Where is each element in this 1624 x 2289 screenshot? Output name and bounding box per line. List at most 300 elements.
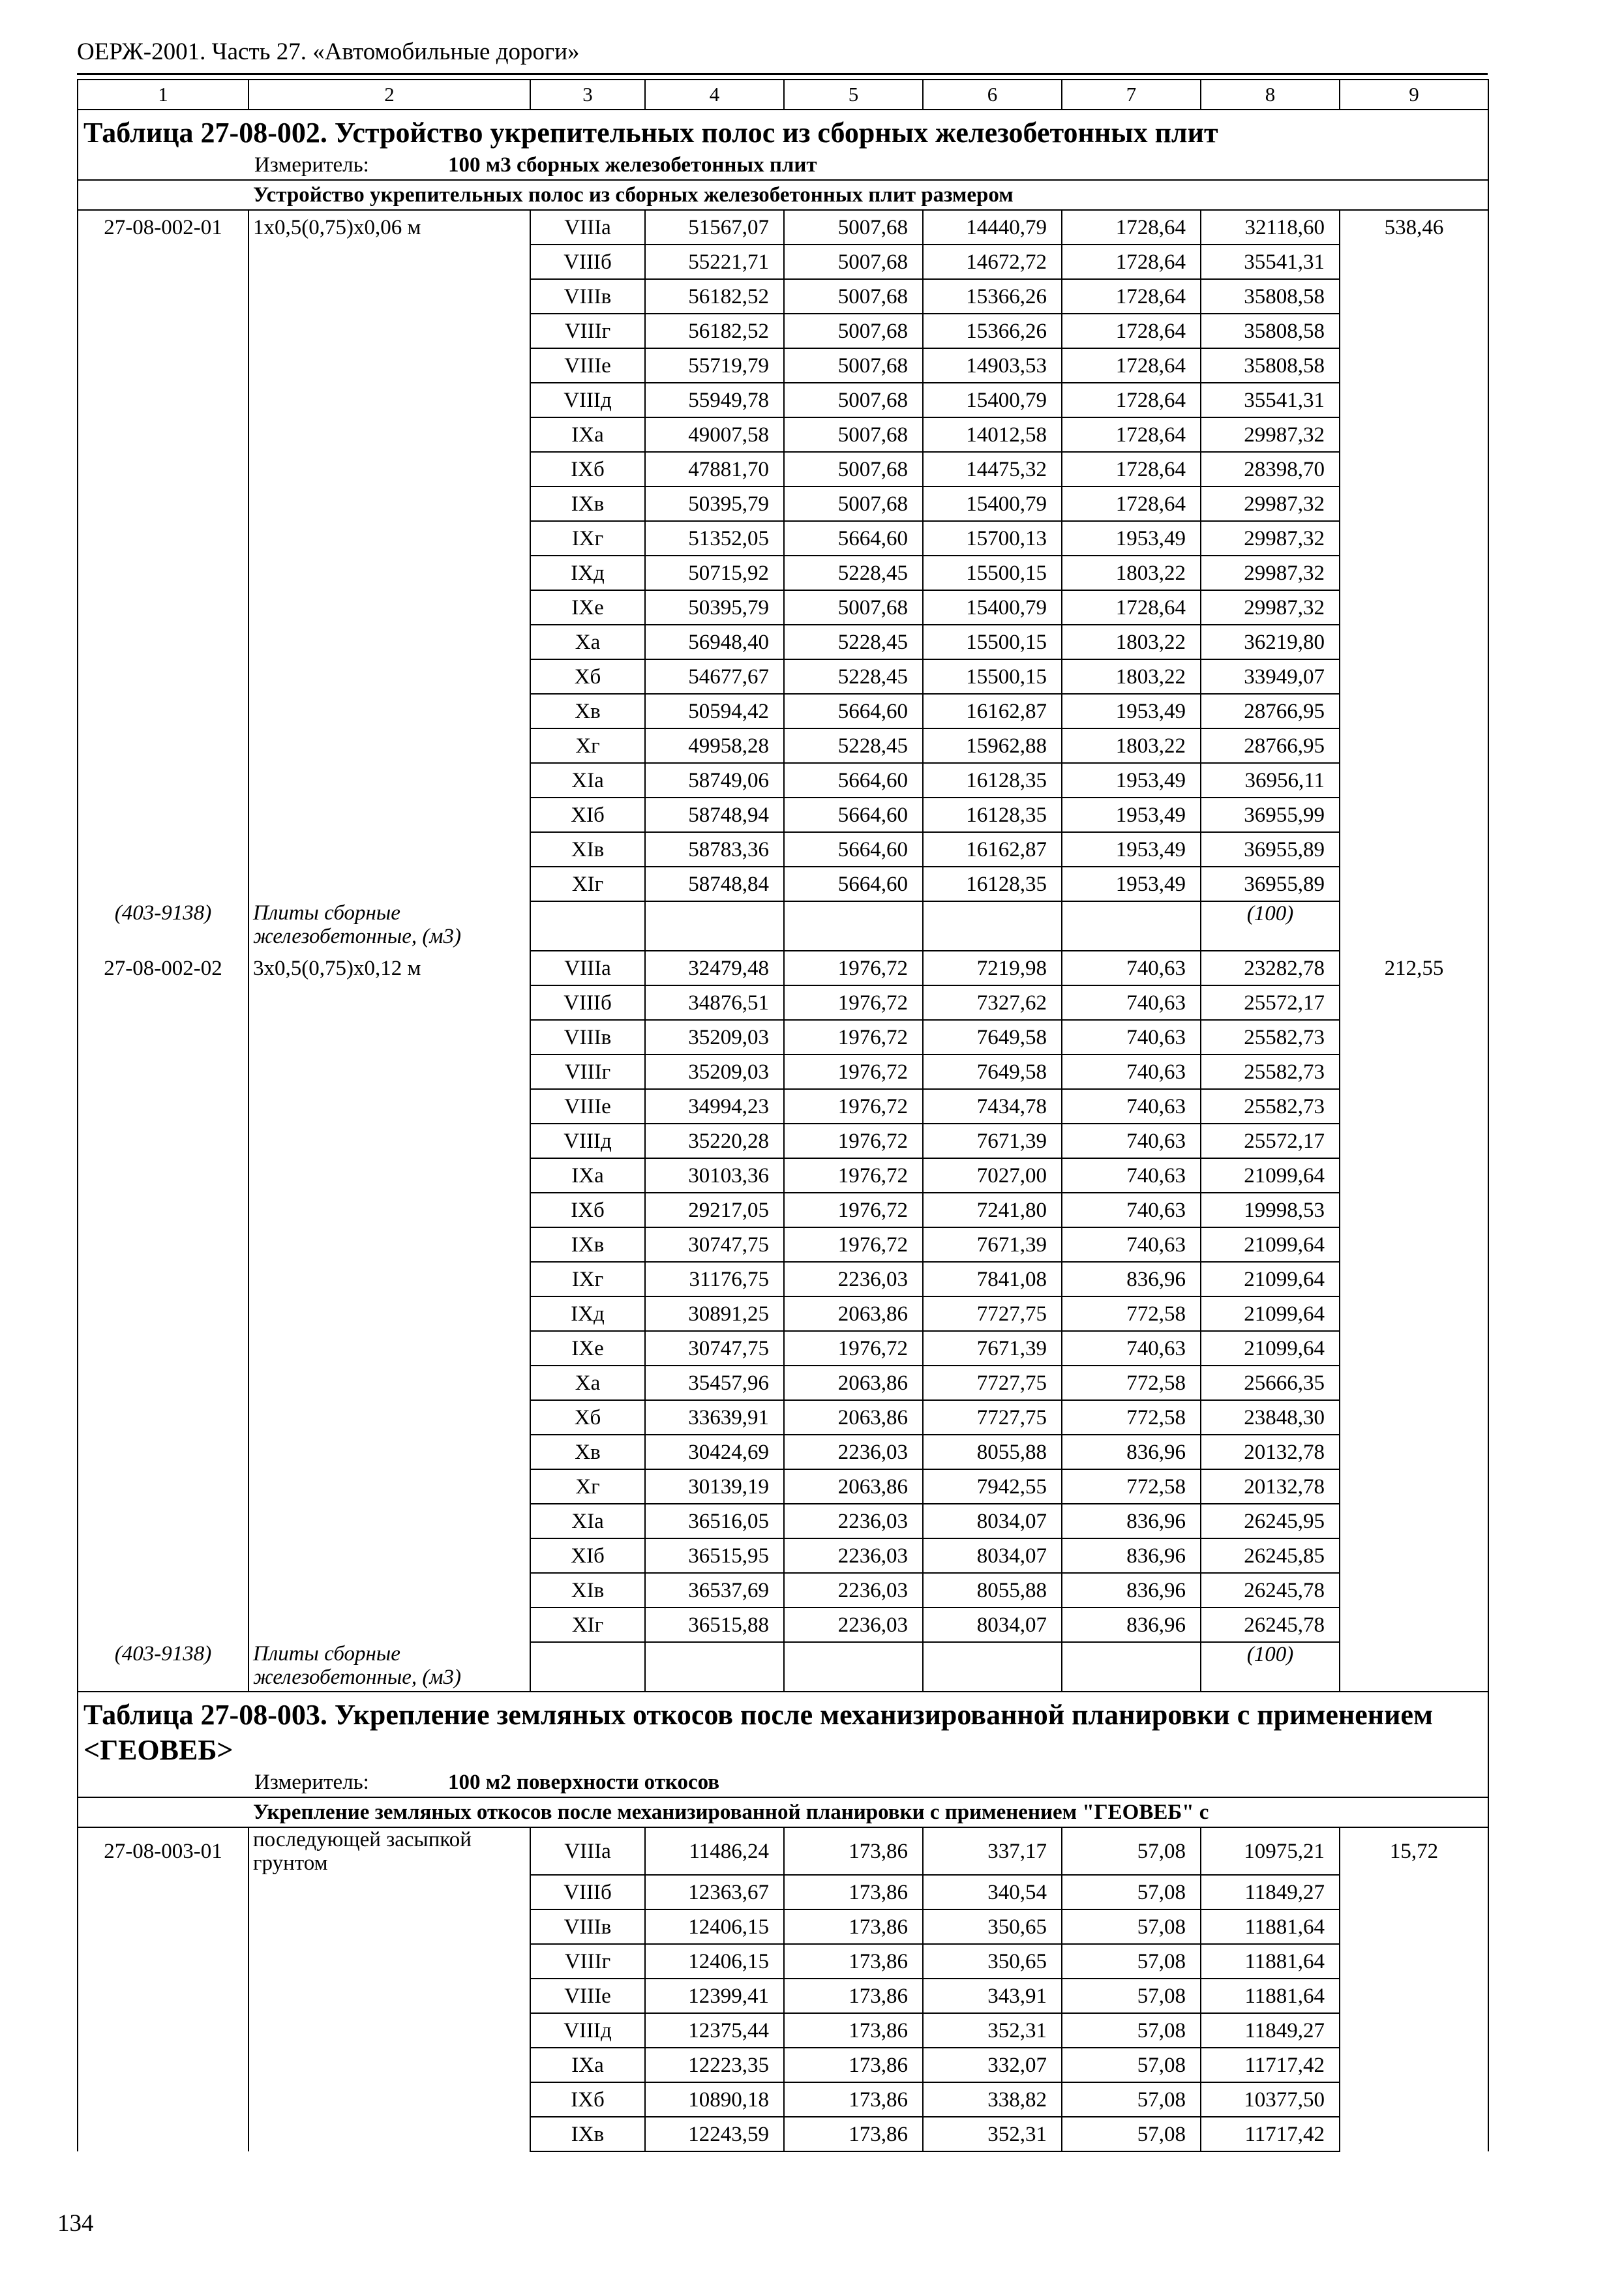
value-cell: 11849,27 [1201,2013,1340,2048]
labor-cell [1340,2048,1488,2082]
zone-cell: VIIIа [530,1827,645,1875]
value-cell: 12406,15 [645,1944,784,1979]
item-code [78,1331,248,1366]
item-code [78,1089,248,1124]
item-name [248,590,530,625]
labor-cell [1340,383,1488,417]
value-cell: 2236,03 [784,1504,923,1538]
labor-cell [1340,1331,1488,1366]
labor-cell [1340,1262,1488,1296]
item-name [248,867,530,901]
value-cell: 14672,72 [923,245,1062,279]
table-row [78,1262,1488,1296]
table-row [78,1089,1488,1124]
item-code [78,694,248,728]
labor-cell [1340,1400,1488,1435]
labor-cell [1340,1055,1488,1089]
table-row [78,1538,1488,1573]
table-row [78,383,1488,417]
value-cell: 5007,68 [784,314,923,348]
value-cell: 10890,18 [645,2082,784,2117]
zone-cell: IXб [530,1193,645,1227]
item-code [78,2117,248,2151]
value-cell: 35220,28 [645,1124,784,1158]
value-cell: 5007,68 [784,383,923,417]
item-name [248,314,530,348]
value-cell: 30103,36 [645,1158,784,1193]
value-cell: 836,96 [1062,1608,1201,1642]
item-name [248,1400,530,1435]
value-cell: 15400,79 [923,486,1062,521]
value-cell: 1976,72 [784,1227,923,1262]
table-row [78,210,1488,245]
labor-cell [1340,2082,1488,2117]
value-cell: 11881,64 [1201,1909,1340,1944]
table-row [78,1944,1488,1979]
item-name [248,1296,530,1331]
value-cell: 7327,62 [923,985,1062,1020]
table-row [78,1124,1488,1158]
section-title: Укрепление земляных откосов после механизированной планировки с применением "ГЕОВЕБ" с [253,1801,1209,1824]
page-number: 134 [57,2210,94,2237]
item-name [248,1124,530,1158]
item-name [248,556,530,590]
zone-cell: IXе [530,1331,645,1366]
labor-cell [1340,245,1488,279]
value-cell: 2063,86 [784,1400,923,1435]
table-row [78,798,1488,832]
value-cell: 1976,72 [784,1020,923,1055]
value-cell: 1803,22 [1062,659,1201,694]
value-cell: 7727,75 [923,1400,1062,1435]
value-cell: 173,86 [784,2117,923,2151]
value-cell: 30747,75 [645,1331,784,1366]
value-cell: 35209,03 [645,1020,784,1055]
material-code: (403-9138) [78,1642,248,1692]
value-cell: 30424,69 [645,1435,784,1469]
value-cell: 21099,64 [1201,1296,1340,1331]
value-cell: 5007,68 [784,452,923,486]
zone-cell: VIIIб [530,1875,645,1909]
table-row [78,1827,1488,1875]
item-name [248,2048,530,2082]
zone-cell: IXв [530,1227,645,1262]
item-name [248,1193,530,1227]
item-code [78,832,248,867]
value-cell: 58749,06 [645,763,784,798]
item-code [78,1538,248,1573]
item-name [248,1504,530,1538]
value-cell: 5664,60 [784,867,923,901]
table-row [78,1435,1488,1469]
value-cell: 2236,03 [784,1435,923,1469]
value-cell: 23848,30 [1201,1400,1340,1435]
value-cell: 11849,27 [1201,1875,1340,1909]
zone-cell: Xа [530,1366,645,1400]
item-name [248,245,530,279]
value-cell: 36515,95 [645,1538,784,1573]
value-cell: 7841,08 [923,1262,1062,1296]
table-row [78,417,1488,452]
zone-cell: IXб [530,452,645,486]
value-cell: 1728,64 [1062,452,1201,486]
zone-cell: VIIIв [530,1909,645,1944]
value-cell: 57,08 [1062,1909,1201,1944]
value-cell: 1803,22 [1062,556,1201,590]
unit-value: 100 м3 сборных железобетонных плит [448,153,817,177]
value-cell: 5007,68 [784,590,923,625]
value-cell: 350,65 [923,1944,1062,1979]
zone-cell: VIIIб [530,985,645,1020]
item-code [78,521,248,556]
item-code [78,985,248,1020]
zone-cell: VIIIг [530,1055,645,1089]
value-cell: 1728,64 [1062,245,1201,279]
item-code [78,2013,248,2048]
item-code [78,1193,248,1227]
unit-label: Измеритель: [254,153,369,177]
value-cell: 36955,89 [1201,867,1340,901]
value-cell: 57,08 [1062,2082,1201,2117]
item-code [78,590,248,625]
table-title: Таблица 27-08-002. Устройство укрепительных полос из сборных железобетонных плит [78,110,1488,153]
item-name [248,1366,530,1400]
labor-cell [1340,556,1488,590]
price-table [77,79,1489,2152]
item-code [78,1020,248,1055]
item-code [78,1875,248,1909]
value-cell: 2063,86 [784,1366,923,1400]
value-cell: 332,07 [923,2048,1062,2082]
labor-cell [1340,1193,1488,1227]
column-number: 8 [1201,80,1340,110]
value-cell: 35541,31 [1201,383,1340,417]
labor-cell [1340,867,1488,901]
item-code [78,1055,248,1089]
item-code: 27-08-002-02 [78,951,248,985]
item-code [78,1400,248,1435]
value-cell: 7434,78 [923,1089,1062,1124]
table-row [78,1158,1488,1193]
table-row [78,486,1488,521]
item-code [78,763,248,798]
value-cell: 15400,79 [923,383,1062,417]
labor-cell [1340,1366,1488,1400]
item-name [248,1875,530,1909]
table-row [78,694,1488,728]
value-cell: 57,08 [1062,2013,1201,2048]
item-code [78,1909,248,1944]
labor-cell [1340,659,1488,694]
table-row [78,1504,1488,1538]
value-cell: 29987,32 [1201,521,1340,556]
value-cell: 1728,64 [1062,279,1201,314]
value-cell: 36537,69 [645,1573,784,1608]
zone-cell: VIIIа [530,951,645,985]
labor-cell [1340,1875,1488,1909]
value-cell: 2063,86 [784,1469,923,1504]
value-cell: 740,63 [1062,1020,1201,1055]
material-name: Плиты сборные железобетонные, (м3) [248,1642,530,1692]
table-row [78,521,1488,556]
value-cell: 10975,21 [1201,1827,1340,1875]
item-name [248,1020,530,1055]
labor-cell [1340,348,1488,383]
labor-cell [1340,417,1488,452]
item-name [248,1331,530,1366]
value-cell: 7671,39 [923,1124,1062,1158]
labor-cell [1340,625,1488,659]
value-cell: 11486,24 [645,1827,784,1875]
labor-cell [1340,279,1488,314]
labor-cell: 538,46 [1340,210,1488,245]
value-cell: 25582,73 [1201,1020,1340,1055]
value-cell: 1728,64 [1062,590,1201,625]
table-title: Таблица 27-08-003. Укрепление земляных откосов после механизированной планировки с применением <ГЕОВЕБ> [78,1692,1488,1771]
value-cell: 58748,94 [645,798,784,832]
value-cell: 173,86 [784,1944,923,1979]
unit-row [78,1771,1488,1797]
value-cell: 5664,60 [784,798,923,832]
table-row [78,867,1488,901]
value-cell: 15366,26 [923,279,1062,314]
value-cell: 14475,32 [923,452,1062,486]
value-cell: 1728,64 [1062,314,1201,348]
labor-cell [1340,452,1488,486]
value-cell: 352,31 [923,2013,1062,2048]
value-cell: 1976,72 [784,1124,923,1158]
value-cell: 11881,64 [1201,1944,1340,1979]
zone-cell: Xа [530,625,645,659]
value-cell: 25666,35 [1201,1366,1340,1400]
value-cell: 350,65 [923,1909,1062,1944]
item-code [78,556,248,590]
value-cell: 5228,45 [784,625,923,659]
material-name: Плиты сборные железобетонные, (м3) [248,901,530,951]
table-title-row [78,1692,1488,1771]
value-cell: 1728,64 [1062,486,1201,521]
value-cell: 836,96 [1062,1504,1201,1538]
value-cell: 836,96 [1062,1262,1201,1296]
value-cell: 50395,79 [645,486,784,521]
item-code [78,1366,248,1400]
table-row [78,1227,1488,1262]
zone-cell: IXв [530,2117,645,2151]
value-cell: 31176,75 [645,1262,784,1296]
item-name [248,694,530,728]
value-cell: 5228,45 [784,659,923,694]
value-cell: 772,58 [1062,1400,1201,1435]
zone-cell: VIIIе [530,1979,645,2013]
value-cell: 5664,60 [784,832,923,867]
value-cell: 32479,48 [645,951,784,985]
table-row [78,1608,1488,1642]
labor-cell [1340,798,1488,832]
zone-cell: XIв [530,1573,645,1608]
value-cell: 35457,96 [645,1366,784,1400]
item-name [248,2013,530,2048]
item-name [248,625,530,659]
zone-cell: IXе [530,590,645,625]
table-row [78,2117,1488,2151]
value-cell: 5007,68 [784,486,923,521]
value-cell: 1953,49 [1062,832,1201,867]
value-cell: 740,63 [1062,1193,1201,1227]
value-cell: 338,82 [923,2082,1062,2117]
value-cell: 16128,35 [923,798,1062,832]
zone-cell: VIIIе [530,1089,645,1124]
item-code: 27-08-003-01 [78,1827,248,1875]
table-row [78,1366,1488,1400]
value-cell: 7727,75 [923,1366,1062,1400]
item-code [78,383,248,417]
value-cell: 56182,52 [645,279,784,314]
table-row [78,590,1488,625]
value-cell: 173,86 [784,1875,923,1909]
value-cell: 2236,03 [784,1573,923,1608]
labor-cell: 212,55 [1340,951,1488,985]
value-cell: 35808,58 [1201,348,1340,383]
zone-cell: VIIIд [530,1124,645,1158]
value-cell: 740,63 [1062,1089,1201,1124]
zone-cell: IXв [530,486,645,521]
column-number: 6 [923,80,1062,110]
value-cell: 32118,60 [1201,210,1340,245]
zone-cell: VIIIе [530,348,645,383]
item-name [248,985,530,1020]
value-cell: 36515,88 [645,1608,784,1642]
section-title: Устройство укрепительных полос из сборных железобетонных плит размером [253,183,1014,207]
zone-cell: IXа [530,2048,645,2082]
value-cell: 8034,07 [923,1538,1062,1573]
labor-cell [1340,1020,1488,1055]
value-cell: 49958,28 [645,728,784,763]
zone-cell: Xб [530,1400,645,1435]
value-cell: 29217,05 [645,1193,784,1227]
value-cell: 7241,80 [923,1193,1062,1227]
table-row [78,728,1488,763]
item-code [78,279,248,314]
value-cell: 58783,36 [645,832,784,867]
item-name [248,1608,530,1642]
table-row [78,1573,1488,1608]
column-number: 1 [78,80,248,110]
zone-cell: XIв [530,832,645,867]
value-cell: 14012,58 [923,417,1062,452]
item-code [78,1573,248,1608]
item-name [248,2082,530,2117]
item-name [248,728,530,763]
value-cell: 34876,51 [645,985,784,1020]
section-row [78,1797,1488,1827]
value-cell: 5228,45 [784,556,923,590]
item-name [248,1227,530,1262]
zone-cell: IXб [530,2082,645,2117]
labor-cell [1340,1227,1488,1262]
value-cell: 34994,23 [645,1089,784,1124]
value-cell: 2063,86 [784,1296,923,1331]
zone-cell: Xв [530,1435,645,1469]
value-cell: 25582,73 [1201,1089,1340,1124]
zone-cell: IXг [530,521,645,556]
item-code: 27-08-002-01 [78,210,248,245]
zone-cell: VIIIб [530,245,645,279]
item-name [248,659,530,694]
material-row [78,901,1488,951]
table-row [78,314,1488,348]
item-name [248,521,530,556]
value-cell: 8034,07 [923,1608,1062,1642]
value-cell: 740,63 [1062,985,1201,1020]
labor-cell [1340,1538,1488,1573]
table-row [78,1193,1488,1227]
item-name [248,383,530,417]
item-name: 3х0,5(0,75)х0,12 м [248,951,530,985]
labor-cell [1340,590,1488,625]
item-code [78,2082,248,2117]
value-cell: 1953,49 [1062,694,1201,728]
item-name: последующей засыпкой грунтом [248,1827,530,1875]
item-code [78,245,248,279]
value-cell: 740,63 [1062,1158,1201,1193]
labor-cell [1340,486,1488,521]
labor-cell [1340,1573,1488,1608]
value-cell: 1953,49 [1062,798,1201,832]
value-cell: 57,08 [1062,1827,1201,1875]
item-code [78,659,248,694]
labor-cell [1340,1124,1488,1158]
value-cell: 7219,98 [923,951,1062,985]
item-code [78,486,248,521]
value-cell: 50594,42 [645,694,784,728]
value-cell: 7027,00 [923,1158,1062,1193]
unit-label: Измеритель: [254,1771,369,1794]
value-cell: 1976,72 [784,951,923,985]
value-cell: 740,63 [1062,1055,1201,1089]
value-cell: 19998,53 [1201,1193,1340,1227]
labor-cell [1340,1469,1488,1504]
value-cell: 836,96 [1062,1573,1201,1608]
item-code [78,1158,248,1193]
value-cell: 16128,35 [923,867,1062,901]
labor-cell [1340,985,1488,1020]
value-cell: 26245,78 [1201,1573,1340,1608]
value-cell: 340,54 [923,1875,1062,1909]
item-name [248,1909,530,1944]
value-cell: 20132,78 [1201,1469,1340,1504]
value-cell: 57,08 [1062,1875,1201,1909]
table-row [78,1055,1488,1089]
zone-cell: XIб [530,798,645,832]
table-row [78,1875,1488,1909]
value-cell: 1976,72 [784,1089,923,1124]
value-cell: 57,08 [1062,1979,1201,2013]
value-cell: 12406,15 [645,1909,784,1944]
value-cell: 2236,03 [784,1608,923,1642]
value-cell: 28398,70 [1201,452,1340,486]
value-cell: 36516,05 [645,1504,784,1538]
item-code [78,452,248,486]
value-cell: 740,63 [1062,1331,1201,1366]
labor-cell [1340,728,1488,763]
value-cell: 56182,52 [645,314,784,348]
column-number: 4 [645,80,784,110]
value-cell: 25572,17 [1201,985,1340,1020]
value-cell: 173,86 [784,1979,923,2013]
column-number: 5 [784,80,923,110]
value-cell: 11881,64 [1201,1979,1340,2013]
value-cell: 7727,75 [923,1296,1062,1331]
